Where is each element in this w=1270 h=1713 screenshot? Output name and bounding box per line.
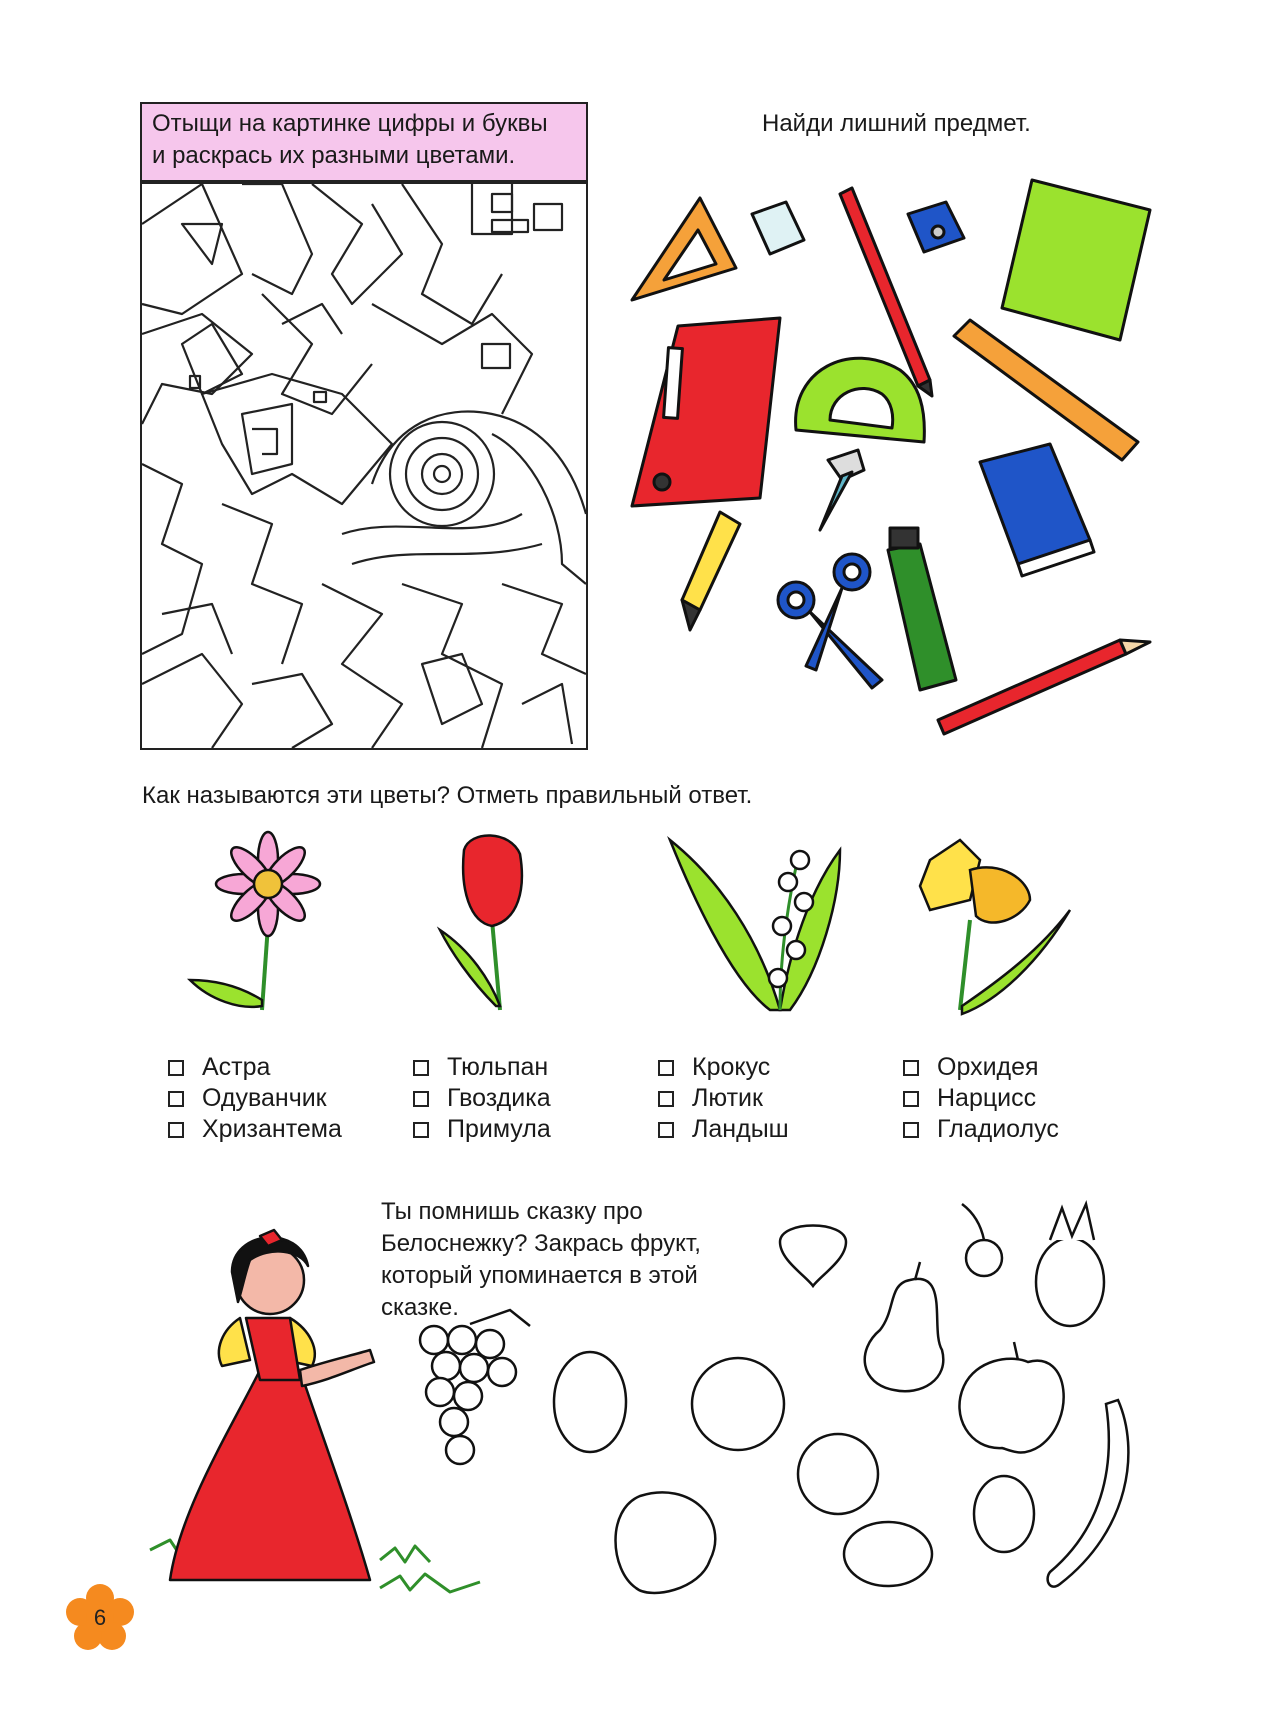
- pineapple[interactable]: [1036, 1204, 1104, 1326]
- banana[interactable]: [1048, 1400, 1129, 1587]
- task-find-digits-box: [140, 102, 588, 182]
- option-label: Орхидея: [937, 1053, 1039, 1081]
- page-number: 6: [93, 1605, 107, 1630]
- hidden-letters-mosaic[interactable]: [140, 182, 588, 750]
- blue-book[interactable]: [980, 444, 1094, 576]
- flower-options-group-1: [168, 1052, 342, 1145]
- option-orchid[interactable]: [903, 1052, 1059, 1083]
- flower-options-group-4: [903, 1052, 1059, 1145]
- grapes[interactable]: [420, 1310, 530, 1464]
- option-gladiolus[interactable]: [903, 1114, 1059, 1145]
- task-odd-one-title: Найди лишний предмет.: [762, 110, 1031, 137]
- tangerine[interactable]: [798, 1434, 878, 1514]
- option-lily-of-valley[interactable]: [658, 1114, 789, 1145]
- option-label: Лютик: [692, 1084, 763, 1112]
- option-label: Ландыш: [692, 1115, 789, 1143]
- option-label: Гладиолус: [937, 1115, 1059, 1143]
- scissors[interactable]: [778, 554, 882, 688]
- checkbox[interactable]: [168, 1122, 184, 1138]
- option-label: Тюльпан: [447, 1053, 549, 1081]
- option-buttercup[interactable]: [658, 1083, 789, 1114]
- option-label: Нарцисс: [937, 1084, 1037, 1112]
- strawberry[interactable]: [616, 1492, 716, 1593]
- triangle-ruler[interactable]: [632, 198, 736, 300]
- sharpener[interactable]: [908, 202, 964, 252]
- eraser[interactable]: [752, 202, 804, 254]
- option-narcissus[interactable]: [903, 1083, 1059, 1114]
- checkbox[interactable]: [413, 1122, 429, 1138]
- checkbox[interactable]: [658, 1091, 674, 1107]
- option-label: Одуванчик: [202, 1084, 327, 1112]
- aster-flower: [190, 832, 320, 1010]
- checkbox[interactable]: [658, 1060, 674, 1076]
- daffodil-flower: [920, 840, 1070, 1014]
- pushpin[interactable]: [820, 450, 864, 530]
- checkbox[interactable]: [413, 1091, 429, 1107]
- option-tulip[interactable]: [413, 1052, 551, 1083]
- lily-of-the-valley: [670, 840, 840, 1010]
- flower-pictures: [190, 830, 1130, 1020]
- pear[interactable]: [865, 1262, 944, 1391]
- checkbox[interactable]: [168, 1060, 184, 1076]
- cherry[interactable]: [962, 1204, 1002, 1276]
- task-flowers-title: Как называются эти цветы? Отметь правильный ответ.: [142, 782, 753, 809]
- option-aster[interactable]: [168, 1052, 342, 1083]
- green-notebook[interactable]: [1002, 180, 1150, 340]
- checkbox[interactable]: [903, 1122, 919, 1138]
- task-snow-white-line3: который упоминается в этой: [381, 1262, 698, 1289]
- checkbox[interactable]: [168, 1091, 184, 1107]
- option-primrose[interactable]: [413, 1114, 551, 1145]
- lemon[interactable]: [844, 1522, 932, 1586]
- checkbox[interactable]: [413, 1060, 429, 1076]
- school-items: [620, 180, 1160, 770]
- flower-options-group-3: [658, 1052, 789, 1145]
- apple[interactable]: [959, 1342, 1063, 1452]
- red-binder[interactable]: [632, 318, 780, 506]
- option-label: Хризантема: [202, 1115, 342, 1143]
- chestnut[interactable]: [780, 1226, 846, 1287]
- tulip-flower: [440, 835, 522, 1010]
- flower-options-group-2: [413, 1052, 551, 1145]
- option-label: Крокус: [692, 1053, 771, 1081]
- checkbox[interactable]: [903, 1060, 919, 1076]
- task-snow-white-line1: Ты помнишь сказку про: [381, 1198, 643, 1225]
- option-label: Примула: [447, 1115, 551, 1143]
- task-snow-white-line2: Белоснежку? Закрась фрукт,: [381, 1230, 701, 1257]
- kiwi[interactable]: [554, 1352, 626, 1452]
- orange[interactable]: [692, 1358, 784, 1450]
- fruits-illustration: [410, 1200, 1150, 1610]
- task-find-digits-line1: Отыщи на картинке цифры и буквы: [152, 110, 548, 137]
- highlighter[interactable]: [682, 512, 740, 630]
- option-carnation[interactable]: [413, 1083, 551, 1114]
- wooden-ruler[interactable]: [954, 320, 1138, 460]
- option-crocus[interactable]: [658, 1052, 789, 1083]
- option-label: Гвоздика: [447, 1084, 551, 1112]
- mosaic-lines: [142, 184, 586, 748]
- option-chrysanthemum[interactable]: [168, 1114, 342, 1145]
- checkbox[interactable]: [658, 1122, 674, 1138]
- option-dandelion[interactable]: [168, 1083, 342, 1114]
- task-find-digits-line2: и раскрась их разными цветами.: [152, 142, 516, 169]
- plum[interactable]: [974, 1476, 1034, 1552]
- checkbox[interactable]: [903, 1091, 919, 1107]
- protractor[interactable]: [796, 358, 925, 442]
- option-label: Астра: [202, 1053, 271, 1081]
- task-snow-white-line4: сказке.: [381, 1294, 459, 1321]
- red-pencil[interactable]: [938, 640, 1150, 734]
- paint-tube[interactable]: [888, 528, 956, 690]
